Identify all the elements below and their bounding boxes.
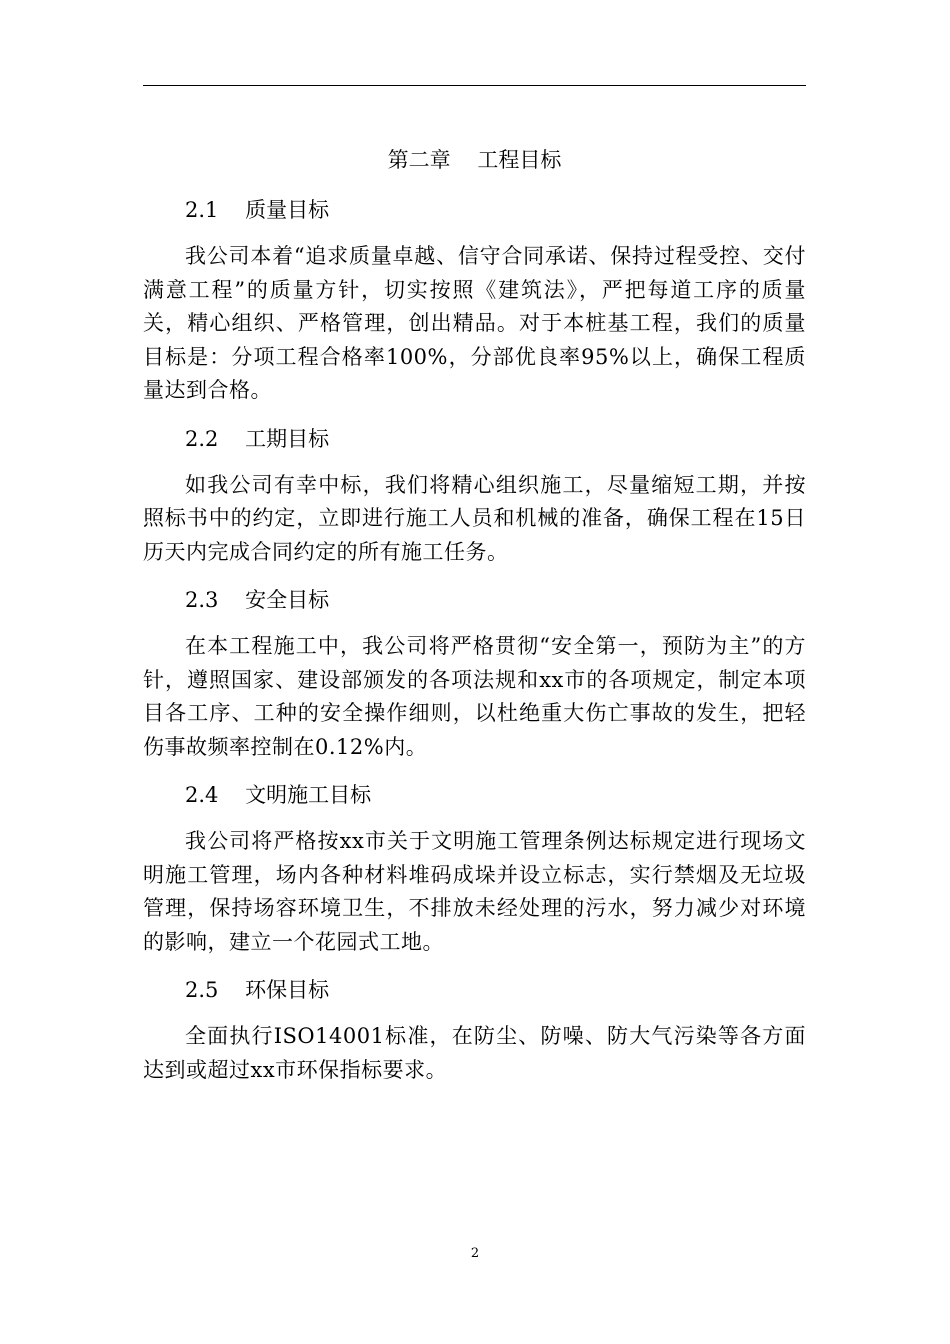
section-heading-schedule: 2.2 工期目标 — [185, 426, 330, 451]
section-heading-safety: 2.3 安全目标 — [185, 588, 330, 612]
section-heading-quality: 2.1 质量目标 — [185, 198, 330, 222]
document-body — [143, 140, 806, 1101]
section-paragraph-quality: 我公司本着“追求质量卓越、信守合同承诺、保持过程受控、交付满意工程”的质量方针，切实按照《建筑法》，严把每道工序的质量关，精心组织、严格管理，创出精品。对于本桩基工程，我们的质量目标是：分项工程合格率100%，分部优良率95%以上，确保工程质量达到合格。 — [143, 244, 806, 402]
section-paragraph-civilized-construction: 我公司将严格按xx市关于文明施工管理条例达标规定进行现场文明施工管理，场内各种材料堆码成垛并设立标志，实行禁烟及无垃圾管理，保持场容环境卫生，不排放未经处理的污水，努力减少对环境的影响，建立一个花园式工地。 — [143, 829, 806, 954]
section-heading-civilized-construction: 2.4 文明施工目标 — [185, 783, 372, 807]
section-paragraph-schedule: 如我公司有幸中标，我们将精心组织施工，尽量缩短工期，并按照标书中的约定，立即进行施工人员和机械的准备，确保工程在15日历天内完成合同约定的所有施工任务。 — [143, 472, 806, 564]
section-heading-environmental: 2.5 环保目标 — [185, 978, 330, 1002]
section-paragraph-safety: 在本工程施工中，我公司将严格贯彻“安全第一，预防为主”的方针，遵照国家、建设部颁发的各项法规和xx市的各项规定，制定本项目各工序、工种的安全操作细则，以杜绝重大伤亡事故的发生，把轻伤事故频率控制在0.12%内。 — [143, 634, 806, 759]
header-rule — [143, 85, 806, 86]
page-number: 2 — [470, 1246, 480, 1261]
section-paragraph-environmental: 全面执行ISO14001标准，在防尘、防噪、防大气污染等各方面达到或超过xx市环保指标要求。 — [143, 1024, 806, 1082]
chapter-title: 第二章 工程目标 — [387, 148, 562, 172]
